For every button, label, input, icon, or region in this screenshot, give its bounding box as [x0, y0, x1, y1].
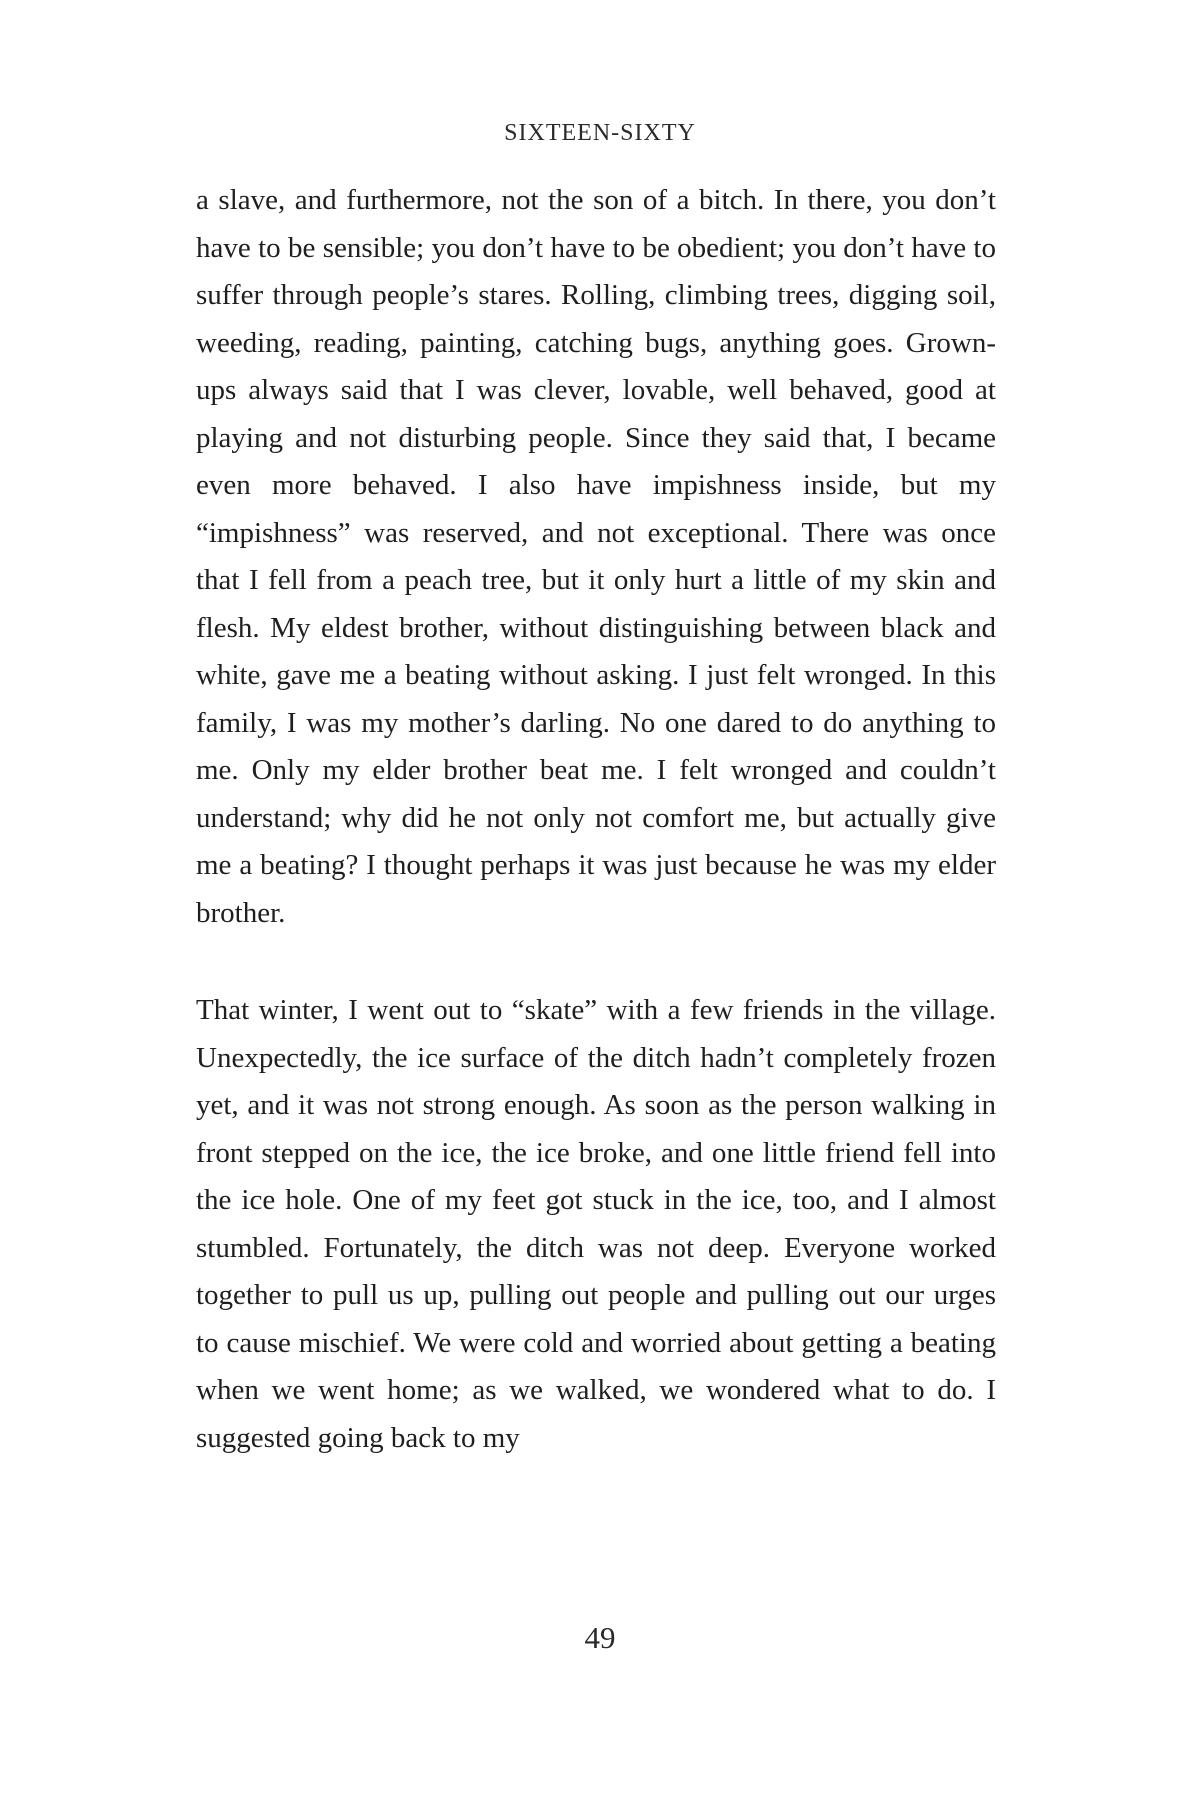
running-header-title: SIXTEEN-SIXTY: [504, 120, 696, 146]
paragraph-2: That winter, I went out to “skate” with a few friends in the village. Unexpectedly, the ice surface of the ditch hadn’t completely frozen yet, and it was not strong enough. As soon as the person walking in front stepped on the ice, the ice broke, and one little friend fell into the ice hole. One of my feet got stuck in the ice, too, and I almost stumbled. Fortunately, the ditch was not deep. Everyone worked together to pull us up, pulling out people and pulling out our urges to cause mischief. We were cold and worried about getting a beating when we went home; as we walked, we wondered what to do. I suggested going back to my: [196, 994, 996, 1454]
paragraph-1: a slave, and furthermore, not the son of a bitch. In there, you don’t have to be sensible; you don’t have to be obedient; you don’t have to suffer through people’s stares. Rolling, climbing trees, digging soil, weeding, reading, painting, catching bugs, anything goes. Grown-ups always said that I was clever, lovable, well behaved, good at playing and not disturbing people. Since they said that, I became even more behaved. I also have impishness inside, but my “impishness” was reserved, and not exceptional. There was once that I fell from a peach tree, but it only hurt a little of my skin and flesh. My eldest brother, without distinguishing between black and white, gave me a beating without asking. I just felt wronged. In this family, I was my mother’s darling. No one dared to do anything to me. Only my elder brother beat me. I felt wronged and couldn’t understand; why did he not only not comfort me, but actually give me a beating? I thought perhaps it was just because he was my elder brother.: [196, 184, 996, 929]
page-number: 49: [584, 1620, 616, 1655]
body-text: [196, 177, 996, 1462]
